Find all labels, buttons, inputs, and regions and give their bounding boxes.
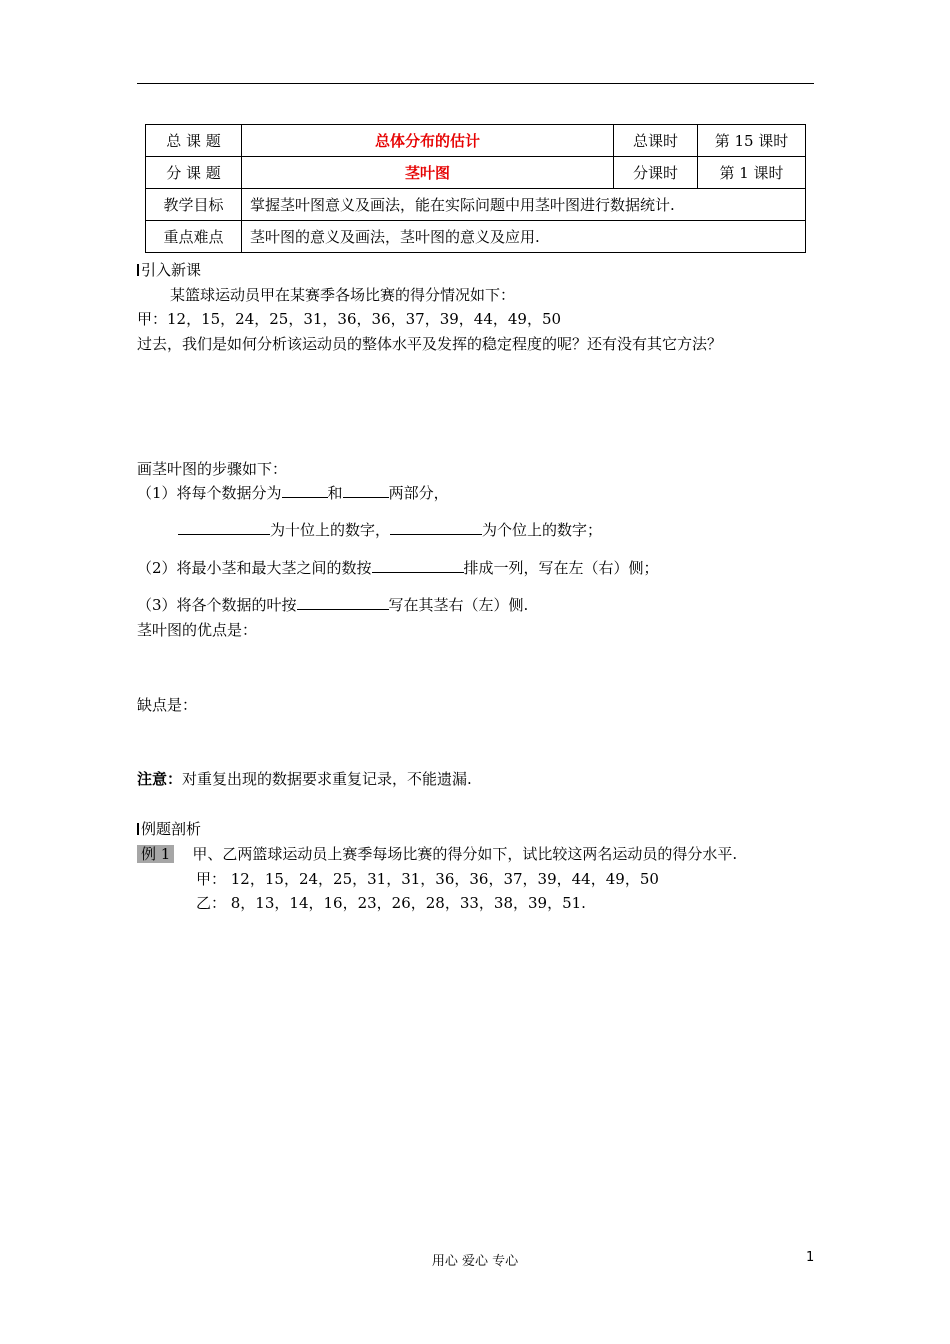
intro-scores: 甲：12，15，24，25，31，36，36，37，39，44，49，50 bbox=[137, 310, 562, 328]
intro-heading-text: 引入新课 bbox=[141, 261, 202, 279]
step-1-text-c: 两部分， bbox=[388, 484, 449, 502]
intro-heading bbox=[137, 259, 201, 280]
examples-heading-text: 例题剖析 bbox=[141, 820, 202, 838]
total-hours-value: 第 15 课时 bbox=[698, 125, 806, 157]
step-3-text-a: （3）将各个数据的叶按 bbox=[137, 596, 297, 614]
step-2 bbox=[137, 557, 659, 578]
note bbox=[137, 768, 472, 789]
fill-blank[interactable] bbox=[390, 520, 482, 535]
step-1 bbox=[137, 482, 449, 503]
example-1 bbox=[137, 843, 737, 864]
example-1-text: 甲、乙两篮球运动员上赛季每场比赛的得分如下，试比较这两名运动员的得分水平. bbox=[192, 845, 738, 863]
examples-heading bbox=[137, 818, 201, 839]
step-1-detail bbox=[178, 519, 602, 540]
table-row bbox=[146, 157, 806, 189]
step-2-text-a: （2）将最小茎和最大茎之间的数按 bbox=[137, 559, 372, 577]
total-topic-title: 总体分布的估计 bbox=[242, 125, 614, 157]
example-1-yi-scores: 乙： 8，13，14，16，23，26，28，33，38，39，51. bbox=[196, 894, 586, 912]
step-1-text-d: 为十位上的数字， bbox=[270, 521, 391, 539]
page-number: 1 bbox=[806, 1250, 815, 1265]
fill-blank[interactable] bbox=[343, 483, 389, 498]
step-2-text-b: 排成一列，写在左（右）侧； bbox=[463, 559, 659, 577]
step-3 bbox=[137, 594, 528, 615]
intro-paragraph: 某篮球运动员甲在某赛季各场比赛的得分情况如下： bbox=[170, 286, 516, 304]
step-3-text-b: 写在其茎右（左）侧. bbox=[388, 596, 529, 614]
intro-question: 过去，我们是如何分析该运动员的整体水平及发挥的稳定程度的呢？还有没有其它方法？ bbox=[137, 335, 723, 353]
total-topic-label: 总 课 题 bbox=[146, 125, 242, 157]
fill-blank[interactable] bbox=[297, 595, 389, 610]
table-row bbox=[146, 221, 806, 253]
advantages-prompt: 茎叶图的优点是： bbox=[137, 621, 258, 639]
table-row bbox=[146, 189, 806, 221]
lesson-info-table bbox=[145, 124, 806, 253]
fill-blank[interactable] bbox=[282, 483, 328, 498]
sub-hours-value: 第 1 课时 bbox=[698, 157, 806, 189]
footer-motto: 用心 爱心 专心 bbox=[431, 1254, 519, 1269]
objectives-label: 教学目标 bbox=[146, 189, 242, 221]
total-hours-label: 总课时 bbox=[614, 125, 698, 157]
sub-hours-label: 分课时 bbox=[614, 157, 698, 189]
step-1-text-b: 和 bbox=[327, 484, 343, 502]
key-points-text: 茎叶图的意义及画法，茎叶图的意义及应用. bbox=[242, 221, 806, 253]
sub-topic-label: 分 课 题 bbox=[146, 157, 242, 189]
fill-blank[interactable] bbox=[372, 558, 464, 573]
header-rule bbox=[137, 83, 814, 84]
example-1-label: 例 1 bbox=[137, 845, 174, 863]
key-points-label: 重点难点 bbox=[146, 221, 242, 253]
note-label: 注意： bbox=[137, 770, 183, 788]
steps-heading: 画茎叶图的步骤如下： bbox=[137, 460, 288, 478]
note-text: 对重复出现的数据要求重复记录，不能遗漏. bbox=[182, 770, 472, 788]
section-mark bbox=[137, 823, 139, 835]
objectives-text: 掌握茎叶图意义及画法，能在实际问题中用茎叶图进行数据统计. bbox=[242, 189, 806, 221]
step-1-text-e: 为个位上的数字； bbox=[482, 521, 603, 539]
step-1-text-a: （1）将每个数据分为 bbox=[137, 484, 282, 502]
fill-blank[interactable] bbox=[178, 520, 270, 535]
example-1-jia-scores: 甲： 12，15，24，25，31，31，36，36，37，39，44，49，50 bbox=[196, 870, 659, 888]
sub-topic-title: 茎叶图 bbox=[242, 157, 614, 189]
disadvantages-prompt: 缺点是： bbox=[137, 696, 198, 714]
table-row bbox=[146, 125, 806, 157]
section-mark bbox=[137, 264, 139, 276]
